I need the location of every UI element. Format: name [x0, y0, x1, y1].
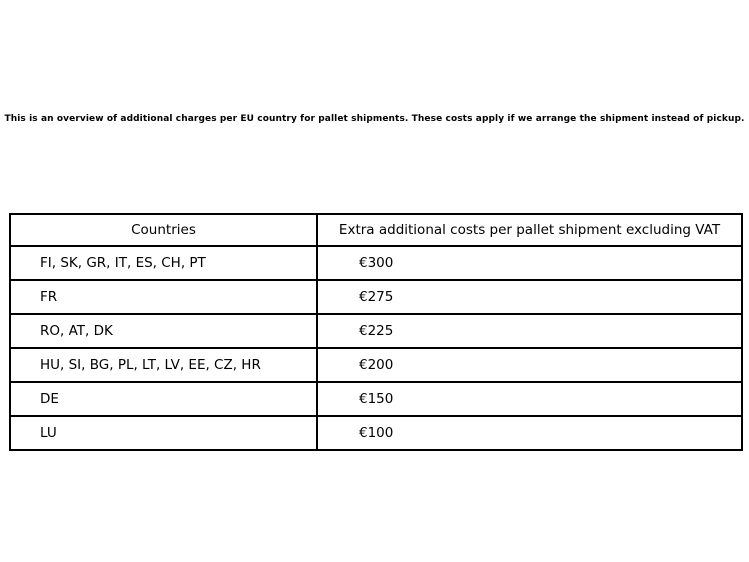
cost-cell: €225 — [317, 314, 742, 348]
table-row — [10, 246, 742, 280]
cost-cell: €200 — [317, 348, 742, 382]
table-row — [10, 382, 742, 416]
cost-cell: €275 — [317, 280, 742, 314]
charges-table — [9, 213, 743, 451]
cost-cell: €300 — [317, 246, 742, 280]
countries-cell: LU — [10, 416, 317, 450]
countries-cell: RO, AT, DK — [10, 314, 317, 348]
table-header-row — [10, 214, 742, 246]
costs-header: Extra additional costs per pallet shipment excluding VAT — [317, 214, 742, 246]
countries-cell: HU, SI, BG, PL, LT, LV, EE, CZ, HR — [10, 348, 317, 382]
countries-cell: DE — [10, 382, 317, 416]
intro-text: This is an overview of additional charges per EU country for pallet shipments. These costs apply if we arrange the shipment instead of pickup. — [4, 114, 745, 124]
table-row — [10, 280, 742, 314]
cost-cell: €100 — [317, 416, 742, 450]
table-row — [10, 348, 742, 382]
table-row — [10, 314, 742, 348]
table-row — [10, 416, 742, 450]
countries-header: Countries — [10, 214, 317, 246]
cost-cell: €150 — [317, 382, 742, 416]
countries-cell: FR — [10, 280, 317, 314]
countries-cell: FI, SK, GR, IT, ES, CH, PT — [10, 246, 317, 280]
